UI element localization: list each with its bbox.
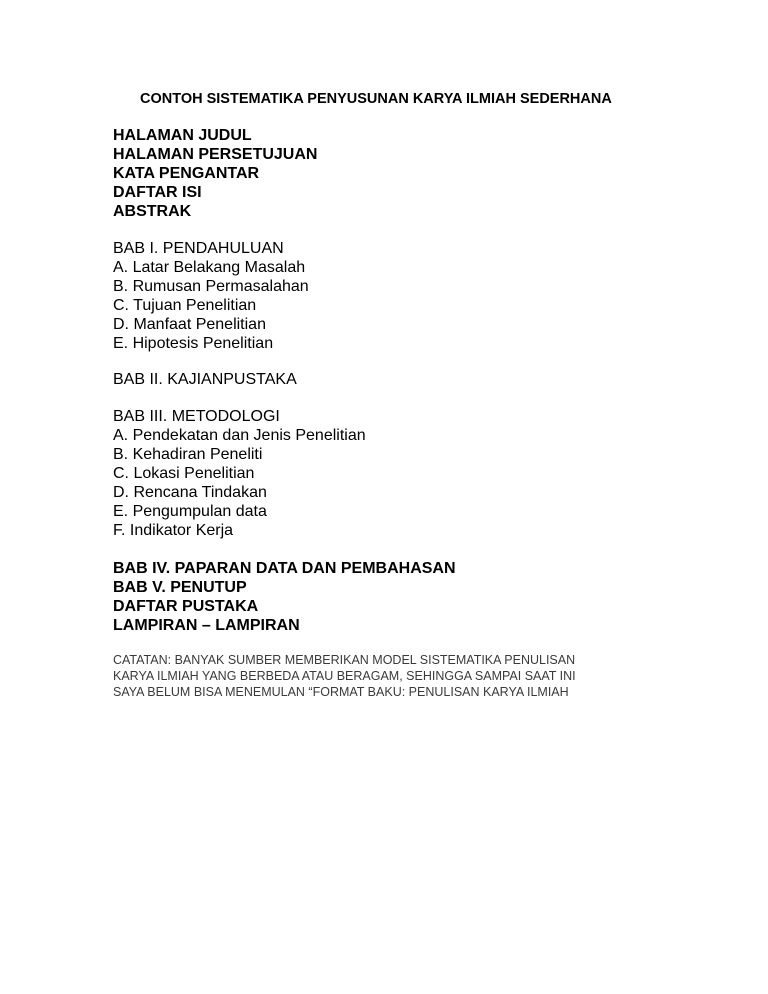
front-matter-item: DAFTAR ISI [113, 184, 202, 201]
document-title: CONTOH SISTEMATIKA PENYUSUNAN KARYA ILMIAH SEDERHANA [140, 91, 612, 107]
bab1-item: B. Rumusan Permasalahan [113, 278, 309, 295]
bab1-item: A. Latar Belakang Masalah [113, 259, 306, 276]
bab1-item: C. Tujuan Penelitian [113, 297, 257, 314]
front-matter-item: KATA PENGANTAR [113, 165, 260, 182]
end-matter-list [113, 559, 456, 635]
bab2-heading-block [113, 370, 297, 389]
end-matter-item: BAB V. PENUTUP [113, 579, 247, 596]
note-line: CATATAN: BANYAK SUMBER MEMBERIKAN MODEL SISTEMATIKA PENULISAN [113, 653, 576, 667]
bab1-item: E. Hipotesis Penelitian [113, 335, 274, 352]
bab1-items-list [113, 258, 309, 353]
front-matter-list [113, 126, 317, 221]
bab1-heading: BAB I. PENDAHULUAN [113, 240, 284, 257]
bab3-heading-block [113, 407, 280, 426]
bab1-item: D. Manfaat Penelitian [113, 316, 266, 333]
front-matter-item: ABSTRAK [113, 203, 192, 220]
end-matter-item: BAB IV. PAPARAN DATA DAN PEMBAHASAN [113, 560, 456, 577]
note-line: KARYA ILMIAH YANG BERBEDA ATAU BERAGAM, SEHINGGA SAMPAI SAAT INI [113, 669, 576, 683]
bab3-item: F. Indikator Kerja [113, 522, 234, 539]
front-matter-item: HALAMAN JUDUL [113, 127, 252, 144]
bab3-heading: BAB III. METODOLOGI [113, 408, 280, 425]
bab3-item: C. Lokasi Penelitian [113, 465, 255, 482]
bab3-item: D. Rencana Tindakan [113, 484, 267, 501]
note-paragraph [113, 652, 643, 700]
note-line: SAYA BELUM BISA MENEMULAN “FORMAT BAKU: PENULISAN KARYA ILMIAH [113, 685, 569, 699]
bab3-item: E. Pengumpulan data [113, 503, 267, 520]
bab2-heading: BAB II. KAJIANPUSTAKA [113, 371, 297, 388]
end-matter-item: LAMPIRAN – LAMPIRAN [113, 617, 300, 634]
end-matter-item: DAFTAR PUSTAKA [113, 598, 259, 615]
bab3-item: A. Pendekatan dan Jenis Penelitian [113, 427, 366, 444]
front-matter-item: HALAMAN PERSETUJUAN [113, 146, 318, 163]
bab1-heading-block [113, 239, 284, 258]
bab3-item: B. Kehadiran Peneliti [113, 446, 263, 463]
bab3-items-list [113, 426, 366, 540]
